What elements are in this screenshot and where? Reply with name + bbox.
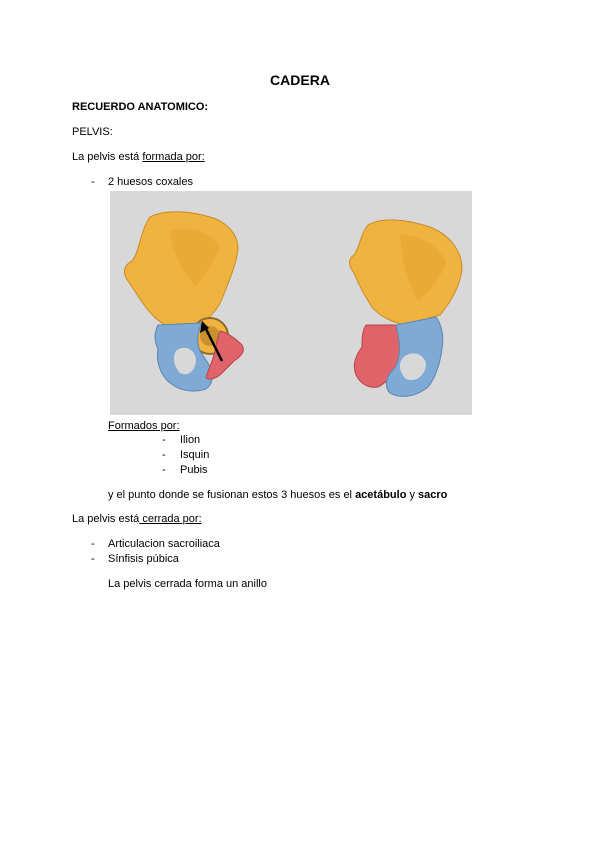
bullet-dash: - xyxy=(91,176,95,188)
fusion-sentence xyxy=(108,489,447,501)
closing-sentence: La pelvis cerrada forma un anillo xyxy=(108,578,267,590)
acetabulo-term: acetábulo xyxy=(355,489,407,501)
pelvis-bones-figure xyxy=(110,191,472,415)
formada-underlined: formada por: xyxy=(142,151,205,163)
subtitle: RECUERDO ANATOMICO: xyxy=(72,101,209,113)
sacro-term: sacro xyxy=(418,489,448,501)
list-item: 2 huesos coxales xyxy=(108,176,193,188)
list-item: Articulacion sacroiliaca xyxy=(108,538,220,550)
bullet-dash: - xyxy=(91,538,95,550)
cerrada-underlined: cerrada por: xyxy=(139,513,202,525)
list-item: Ilion xyxy=(180,434,201,446)
bullet-dash: - xyxy=(162,434,166,446)
cerrada-sentence xyxy=(72,513,202,525)
bullet-dash: - xyxy=(91,553,95,565)
document-title: CADERA xyxy=(270,72,330,88)
formada-prefix: La pelvis está xyxy=(72,151,143,163)
fusion-prefix: y el punto donde se fusionan estos 3 huesos es el xyxy=(108,489,356,501)
section-heading: PELVIS: xyxy=(72,126,113,138)
cerrada-prefix: La pelvis está xyxy=(72,513,140,525)
bullet-dash: - xyxy=(162,464,166,476)
list-item: Sínfisis púbica xyxy=(108,553,179,565)
formados-label: Formados por: xyxy=(108,420,180,432)
list-item: Pubis xyxy=(180,464,208,476)
formada-sentence xyxy=(72,151,205,163)
fusion-middle: y xyxy=(406,489,419,501)
bullet-dash: - xyxy=(162,449,166,461)
coxal-bones-illustration xyxy=(110,191,472,415)
list-item: Isquin xyxy=(180,449,210,461)
